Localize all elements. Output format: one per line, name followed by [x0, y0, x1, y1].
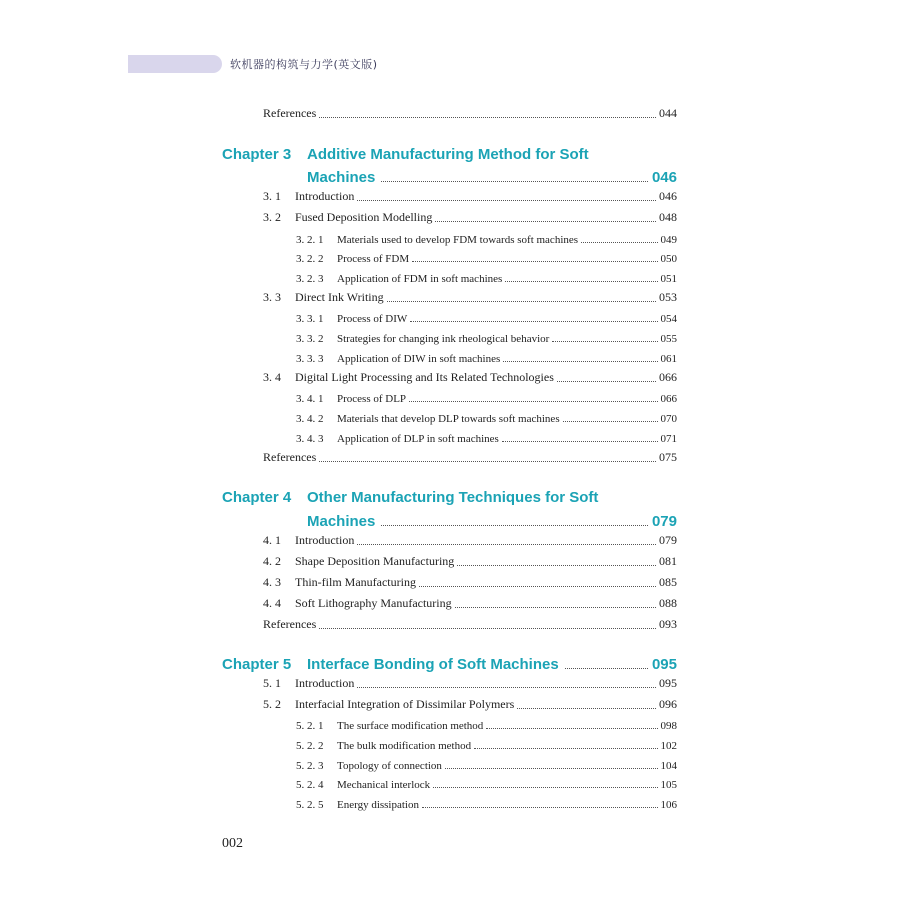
dot-leader: [357, 687, 656, 688]
toc-entry-number: 3. 3. 2: [296, 333, 324, 345]
toc-entry-page: 050: [660, 253, 677, 265]
chapter-page: 095: [651, 656, 677, 673]
toc-entry-3-3-3[interactable]: [296, 347, 677, 365]
toc-entry-number: 3. 4. 2: [296, 413, 324, 425]
toc-entry-number: 3. 3. 3: [296, 353, 324, 365]
toc-entry-page: 066: [660, 393, 677, 405]
toc-entry-page: 070: [660, 413, 677, 425]
toc-entry-number: 3. 3. 1: [296, 313, 324, 325]
dot-leader: [357, 200, 656, 201]
toc-entry-page: 096: [659, 697, 677, 711]
dot-leader: [381, 525, 648, 526]
chapter-page: 046: [651, 169, 677, 186]
running-header-title: 软机器的构筑与力学(英文版): [230, 58, 378, 71]
toc-entry-title: Introduction: [295, 533, 355, 547]
dot-leader: [505, 281, 657, 282]
toc-entry-title: Materials used to develop FDM towards soft machines: [337, 234, 579, 246]
toc-entry-4-2[interactable]: [263, 551, 677, 569]
toc-entry-page: 105: [660, 779, 677, 791]
dot-leader: [474, 748, 657, 749]
toc-entry-title: The surface modification method: [337, 720, 484, 732]
toc-entry-number: 5. 2. 3: [296, 760, 324, 772]
toc-entry-page: 088: [659, 596, 677, 610]
toc-entry-number: 5. 2: [263, 697, 281, 711]
toc-entry-5-2[interactable]: [263, 694, 677, 712]
toc-entry-references-ch4[interactable]: [263, 614, 677, 632]
toc-entry-number: 3. 1: [263, 189, 281, 203]
dot-leader: [486, 728, 657, 729]
dot-leader: [557, 381, 656, 382]
dot-leader: [409, 401, 657, 402]
dot-leader: [422, 807, 658, 808]
toc-entry-4-1[interactable]: [263, 530, 677, 548]
toc-entry-page: 061: [660, 353, 677, 365]
dot-leader: [517, 708, 656, 709]
toc-entry-title: The bulk modification method: [337, 740, 472, 752]
toc-entry-number: 3. 4: [263, 370, 281, 384]
dot-leader: [319, 461, 656, 462]
toc-entry-title: Introduction: [295, 676, 355, 690]
toc-entry-number: 3. 4. 1: [296, 393, 324, 405]
toc-entry-title: Materials that develop DLP towards soft machines: [337, 413, 560, 425]
toc-entry-page: 104: [660, 760, 677, 772]
toc-entry-3-4-3[interactable]: [296, 427, 677, 445]
dot-leader: [357, 544, 656, 545]
toc-entry-page: 106: [660, 799, 677, 811]
page-number: 002: [222, 836, 243, 851]
toc-entry-page: 066: [659, 370, 677, 384]
toc-entry-5-1[interactable]: [263, 673, 677, 691]
chapter-4-heading[interactable]: [222, 484, 677, 506]
toc-entry-title: Mechanical interlock: [337, 779, 431, 791]
toc-entry-3-4[interactable]: [263, 367, 677, 385]
toc-entry-page: 048: [659, 210, 677, 224]
dot-leader: [503, 361, 657, 362]
chapter-title: Additive Manufacturing Method for Soft: [307, 146, 589, 163]
dot-leader: [381, 181, 648, 182]
dot-leader: [445, 768, 658, 769]
toc-entry-3-2-3[interactable]: [296, 267, 677, 285]
toc-entry-4-4[interactable]: [263, 593, 677, 611]
toc-entry-title: Application of DIW in soft machines: [337, 353, 501, 365]
toc-entry-page: 079: [659, 533, 677, 547]
toc-entry-4-3[interactable]: [263, 572, 677, 590]
toc-entry-number: 3. 2. 3: [296, 273, 324, 285]
toc-entry-title: Direct Ink Writing: [295, 290, 384, 304]
dot-leader: [433, 787, 657, 788]
toc-entry-number: 5. 2. 4: [296, 779, 324, 791]
toc-entry-title: Process of DLP: [337, 393, 407, 405]
toc-entry-page: 081: [659, 554, 677, 568]
chapter-title: Interface Bonding of Soft Machines: [307, 656, 559, 673]
dot-leader: [581, 242, 657, 243]
toc-entry-number: 3. 2. 1: [296, 234, 324, 246]
toc-entry-title: Process of FDM: [337, 253, 410, 265]
toc-entry-title: Shape Deposition Manufacturing: [295, 554, 455, 568]
toc-entry-title: Introduction: [295, 189, 355, 203]
toc-entry-5-2-2[interactable]: [296, 734, 677, 752]
toc-entry-page: 055: [660, 333, 677, 345]
chapter-5-heading[interactable]: [222, 651, 677, 673]
toc-entry-title: Energy dissipation: [337, 799, 419, 811]
dot-leader: [319, 628, 656, 629]
dot-leader: [565, 668, 648, 669]
toc-entry-page: 046: [659, 189, 677, 203]
toc-entry-number: 5. 2. 1: [296, 720, 324, 732]
toc-entry-page: 049: [660, 234, 677, 246]
dot-leader: [387, 301, 656, 302]
toc-entry-page: 053: [659, 290, 677, 304]
toc-entry-number: 3. 3: [263, 290, 281, 304]
toc-entry-title: References: [263, 106, 317, 120]
toc-entry-title: Soft Lithography Manufacturing: [295, 596, 452, 610]
toc-entry-number: 4. 2: [263, 554, 281, 568]
toc-entry-number: 3. 2. 2: [296, 253, 324, 265]
chapter-page: 079: [651, 513, 677, 530]
chapter-3-heading[interactable]: [222, 141, 677, 163]
toc-entry-page: 102: [660, 740, 677, 752]
toc-entry-number: 3. 2: [263, 210, 281, 224]
toc-entry-page: 044: [659, 106, 677, 120]
toc-entry-number: 4. 4: [263, 596, 281, 610]
toc-entry-3-4-2[interactable]: [296, 407, 677, 425]
toc-entry-title: References: [263, 450, 317, 464]
toc-entry-number: 4. 3: [263, 575, 281, 589]
toc-entry-page: 054: [660, 313, 677, 325]
toc-entry-page: 075: [659, 450, 677, 464]
dot-leader: [563, 421, 658, 422]
toc-entry-title: Digital Light Processing and Its Related Technologies: [295, 370, 554, 384]
toc-entry-references-ch2[interactable]: [263, 103, 677, 121]
chapter-label: Chapter 5: [222, 656, 292, 673]
toc-entry-3-3-2[interactable]: [296, 327, 677, 345]
toc-entry-number: 4. 1: [263, 533, 281, 547]
toc-entry-title: Fused Deposition Modelling: [295, 210, 433, 224]
dot-leader: [319, 117, 656, 118]
toc-entry-page: 051: [660, 273, 677, 285]
toc-entry-references-ch3[interactable]: [263, 447, 677, 465]
toc-entry-title: References: [263, 617, 317, 631]
dot-leader: [502, 441, 658, 442]
toc-entry-3-3-1[interactable]: [296, 307, 677, 325]
toc-entry-3-4-1[interactable]: [296, 387, 677, 405]
dot-leader: [552, 341, 657, 342]
dot-leader: [455, 607, 656, 608]
toc-entry-5-2-1[interactable]: [296, 714, 677, 732]
toc-entry-page: 095: [659, 676, 677, 690]
chapter-title-cont: Machines: [307, 513, 376, 530]
dot-leader: [457, 565, 656, 566]
toc-entry-page: 093: [659, 617, 677, 631]
dot-leader: [435, 221, 656, 222]
toc-entry-page: 085: [659, 575, 677, 589]
chapter-label: Chapter 4: [222, 489, 292, 506]
toc-entry-number: 5. 1: [263, 676, 281, 690]
toc-entry-3-1[interactable]: [263, 186, 677, 204]
toc-entry-number: 3. 4. 3: [296, 433, 324, 445]
toc-entry-3-3[interactable]: [263, 287, 677, 305]
toc-entry-title: Application of FDM in soft machines: [337, 273, 503, 285]
chapter-label: Chapter 3: [222, 146, 292, 163]
toc-entry-3-2[interactable]: [263, 207, 677, 225]
chapter-title-cont: Machines: [307, 169, 376, 186]
chapter-title: Other Manufacturing Techniques for Soft: [307, 489, 599, 506]
toc-entry-page: 098: [660, 720, 677, 732]
dot-leader: [412, 261, 657, 262]
toc-entry-3-2-1[interactable]: [296, 228, 677, 246]
toc-entry-5-2-4[interactable]: [296, 773, 677, 791]
toc-entry-5-2-5[interactable]: [296, 793, 677, 811]
dot-leader: [419, 586, 656, 587]
toc-entry-title: Strategies for changing ink rheological behavior: [337, 333, 550, 345]
toc-entry-title: Application of DLP in soft machines: [337, 433, 499, 445]
toc-entry-title: Interfacial Integration of Dissimilar Polymers: [295, 697, 515, 711]
toc-entry-number: 5. 2. 2: [296, 740, 324, 752]
dot-leader: [410, 321, 657, 322]
chapter-3-heading-cont[interactable]: [307, 164, 677, 186]
toc-entry-page: 071: [660, 433, 677, 445]
toc-entry-number: 5. 2. 5: [296, 799, 324, 811]
toc-entry-title: Process of DIW: [337, 313, 408, 325]
chapter-4-heading-cont[interactable]: [307, 508, 677, 530]
toc-entry-5-2-3[interactable]: [296, 754, 677, 772]
toc-entry-3-2-2[interactable]: [296, 247, 677, 265]
toc-entry-title: Thin-film Manufacturing: [295, 575, 416, 589]
toc-entry-title: Topology of connection: [337, 760, 442, 772]
